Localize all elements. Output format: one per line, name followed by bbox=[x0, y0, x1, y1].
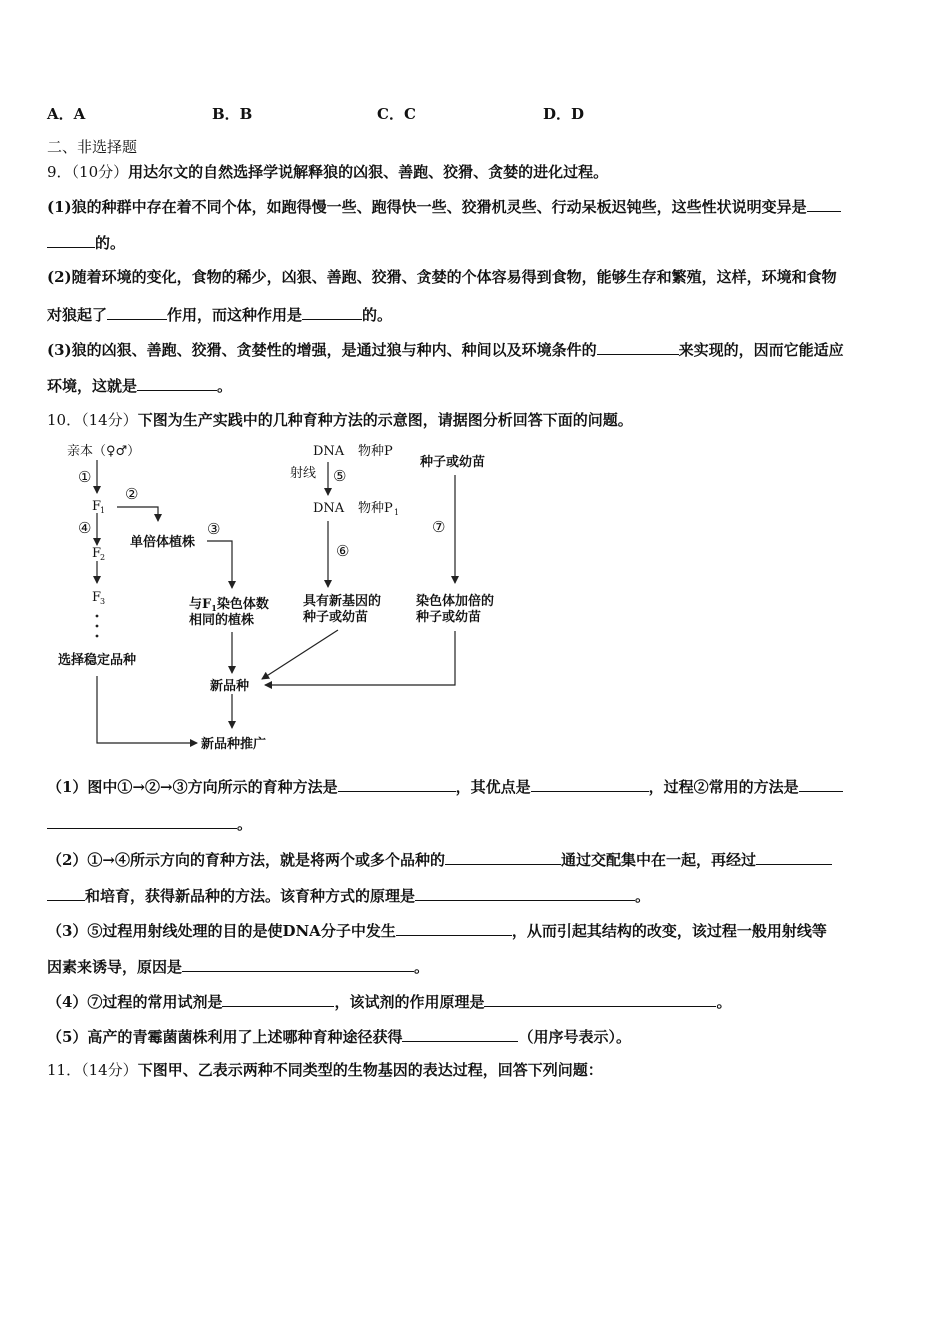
q10-blank-2d[interactable] bbox=[415, 885, 635, 901]
q10-s3-line2 bbox=[47, 956, 429, 977]
q10-s4-b: ，该试剂的作用原理是 bbox=[334, 993, 485, 1011]
diagram-dna-2: DNA bbox=[313, 501, 345, 516]
diagram-species-p1-sub: 1 bbox=[394, 508, 400, 517]
q10-s2-c: 和培育，获得新品种的方法。该育种方式的原理是 bbox=[85, 887, 416, 905]
q10-blank-2b[interactable] bbox=[756, 849, 832, 865]
q9-p3-line1 bbox=[47, 339, 844, 360]
diagram-seed-top: 种子或幼苗 bbox=[420, 455, 486, 470]
diagram-new-gene-line1: 具有新基因的 bbox=[303, 594, 382, 609]
diagram-same-f1-sub: 1 bbox=[211, 603, 217, 613]
diagram-circle-3: ③ bbox=[207, 520, 221, 538]
diagram-doubled-line2: 种子或幼苗 bbox=[416, 610, 482, 625]
q10-blank-4a[interactable] bbox=[222, 991, 334, 1007]
q10-s3-dna: DNA bbox=[282, 922, 321, 940]
q10-blank-3a[interactable] bbox=[396, 920, 512, 936]
q10-s1-b: ，其优点是 bbox=[455, 778, 531, 796]
diagram-doubled-line1: 染色体加倍的 bbox=[416, 594, 495, 609]
q9-blank-1b[interactable] bbox=[47, 232, 95, 248]
q9-blank-1a[interactable] bbox=[807, 196, 841, 212]
diagram-circle-2: ② bbox=[125, 485, 139, 503]
q9-p3-c: 环境，这就是 bbox=[47, 377, 138, 395]
diagram-ray: 射线 bbox=[290, 466, 317, 481]
q10-blank-4b[interactable] bbox=[484, 991, 716, 1007]
q9-p2-c: 的。 bbox=[362, 306, 393, 324]
q9-blank-2a[interactable] bbox=[107, 304, 167, 320]
diagram-f1: F bbox=[92, 499, 102, 514]
diagram-species-p1: 物种P bbox=[358, 501, 393, 516]
q9-p3-b: 来实现的，因而它能适应 bbox=[678, 341, 844, 359]
q9-blank-3b[interactable] bbox=[137, 375, 217, 391]
option-d: D．D bbox=[543, 105, 585, 123]
q10-s1-line1 bbox=[47, 776, 843, 797]
diagram-circle-5: ⑤ bbox=[333, 467, 347, 485]
diagram-new-gene-line2: 种子或幼苗 bbox=[303, 610, 369, 625]
q11-score: （14分） bbox=[81, 1061, 138, 1079]
q10-s1-line2 bbox=[47, 813, 252, 834]
q9-p2-line2 bbox=[47, 304, 392, 325]
q10-s1-c: ，过程②常用的方法是 bbox=[648, 778, 799, 796]
diagram-circle-6: ⑥ bbox=[336, 542, 350, 560]
diagram-haploid: 单倍体植株 bbox=[130, 535, 196, 550]
q10-s1-d: 。 bbox=[237, 815, 253, 833]
diagram-select-stable: 选择稳定品种 bbox=[58, 653, 137, 668]
q9-p1-tail: 的。 bbox=[95, 234, 126, 252]
option-b: B．B bbox=[212, 105, 253, 123]
diagram-f2: F bbox=[92, 546, 102, 561]
diagram-promote: 新品种推广 bbox=[201, 737, 267, 752]
q10-s5-line bbox=[47, 1026, 631, 1047]
q10-blank-1c[interactable] bbox=[799, 776, 843, 792]
diagram-f1-sub: 1 bbox=[100, 506, 106, 515]
q10-s5-b: （用序号表示）。 bbox=[518, 1028, 631, 1046]
option-a: A．A bbox=[47, 105, 86, 123]
q10-blank-1b[interactable] bbox=[531, 776, 649, 792]
diagram-same-f1-b: 染色体数 bbox=[216, 597, 269, 612]
q9-p1-line1 bbox=[47, 196, 841, 217]
diagram-species-p: 物种P bbox=[358, 444, 393, 459]
breeding-diagram bbox=[0, 435, 950, 765]
q9-number: 9． bbox=[47, 163, 72, 181]
q9-p1-text: (1)狼的种群中存在着不同个体，如跑得慢一些、跑得快一些、狡猾机灵些、行动呆板迟钝些，这些性状说明变异是 bbox=[47, 198, 807, 216]
q10-s3-a: （3）⑤过程用射线处理的目的是使 bbox=[47, 922, 283, 940]
q10-blank-3b[interactable] bbox=[182, 956, 414, 972]
q11-number: 11． bbox=[47, 1061, 82, 1079]
q10-s4-line bbox=[47, 991, 731, 1012]
q10-s4-a: （4）⑦过程的常用试剂是 bbox=[47, 993, 223, 1011]
q10-s5-a: （5）高产的青霉菌菌株利用了上述哪种育种途径获得 bbox=[47, 1028, 403, 1046]
q10-s2-line1 bbox=[47, 849, 832, 870]
diagram-circle-1: ① bbox=[78, 468, 92, 486]
q11-stem-line bbox=[47, 1060, 603, 1080]
q9-p2-a: 对狼起了 bbox=[47, 306, 108, 324]
diagram-same-f1-a: 与F bbox=[189, 597, 212, 612]
q10-s3-c: ，从而引起其结构的改变，该过程一般用射线等 bbox=[511, 922, 827, 940]
q9-score: （10分） bbox=[71, 163, 129, 181]
diagram-circle-4: ④ bbox=[78, 519, 92, 537]
q10-score: （14分） bbox=[81, 411, 138, 429]
diagram-new-variety: 新品种 bbox=[210, 679, 250, 694]
q10-number: 10． bbox=[47, 411, 82, 429]
q10-s4-c: 。 bbox=[716, 993, 732, 1011]
q9-p1-line2 bbox=[47, 232, 125, 253]
q10-s2-d: 。 bbox=[635, 887, 651, 905]
q10-blank-2a[interactable] bbox=[445, 849, 561, 865]
q10-blank-1d[interactable] bbox=[47, 813, 237, 829]
q10-s3-e: 。 bbox=[414, 958, 430, 976]
q9-p3-line2 bbox=[47, 375, 232, 396]
q9-blank-2b[interactable] bbox=[302, 304, 362, 320]
q10-stem: 下图为生产实践中的几种育种方法的示意图，请据图分析回答下面的问题。 bbox=[137, 411, 633, 429]
q9-stem: 用达尔文的自然选择学说解释狼的凶狠、善跑、狡猾、贪婪的进化过程。 bbox=[128, 163, 609, 181]
diagram-f3-sub: 3 bbox=[100, 597, 106, 606]
diagram-dna-1: DNA bbox=[313, 444, 345, 459]
section-title: 二、非选择题 bbox=[47, 138, 138, 156]
diagram-parents: 亲本（♀♂） bbox=[67, 444, 141, 459]
diagram-same-f1-line1 bbox=[189, 596, 269, 613]
q9-p3-a: (3)狼的凶狠、善跑、狡猾、贪婪性的增强，是通过狼与种内、种间以及环境条件的 bbox=[47, 341, 597, 359]
q9-p2-line1: (2)随着环境的变化，食物的稀少，凶狠、善跑、狡猾、贪婪的个体容易得到食物，能够生存和繁殖，这样，环境和食物 bbox=[47, 268, 837, 286]
q10-blank-2c[interactable] bbox=[47, 885, 85, 901]
q10-blank-5a[interactable] bbox=[402, 1026, 518, 1042]
q11-stem: 下图甲、乙表示两种不同类型的生物基因的表达过程，回答下列问题： bbox=[137, 1061, 603, 1079]
q10-s1-a: （1）图中①→②→③方向所示的育种方法是 bbox=[47, 778, 338, 796]
diagram-f2-sub: 2 bbox=[100, 553, 106, 562]
q10-s2-b: 通过交配集中在一起，再经过 bbox=[561, 851, 757, 869]
q9-p3-d: 。 bbox=[217, 377, 233, 395]
q9-stem-line bbox=[47, 162, 608, 182]
q10-blank-1a[interactable] bbox=[338, 776, 456, 792]
q10-s2-line2 bbox=[47, 885, 650, 906]
q10-s2-a: （2）①→④所示方向的育种方法，就是将两个或多个品种的 bbox=[47, 851, 446, 869]
diagram-same-f1-line2: 相同的植株 bbox=[189, 613, 255, 628]
q10-stem-line bbox=[47, 410, 633, 430]
q10-s3-d: 因素来诱导，原因是 bbox=[47, 958, 183, 976]
q9-blank-3a[interactable] bbox=[597, 339, 679, 355]
q10-s3-line1 bbox=[47, 920, 827, 941]
diagram-f3: F bbox=[92, 590, 102, 605]
diagram-circle-7: ⑦ bbox=[432, 518, 446, 536]
q9-p2-b: 作用，而这种作用是 bbox=[167, 306, 303, 324]
q10-s3-b: 分子中发生 bbox=[320, 922, 396, 940]
option-c: C．C bbox=[377, 105, 416, 123]
